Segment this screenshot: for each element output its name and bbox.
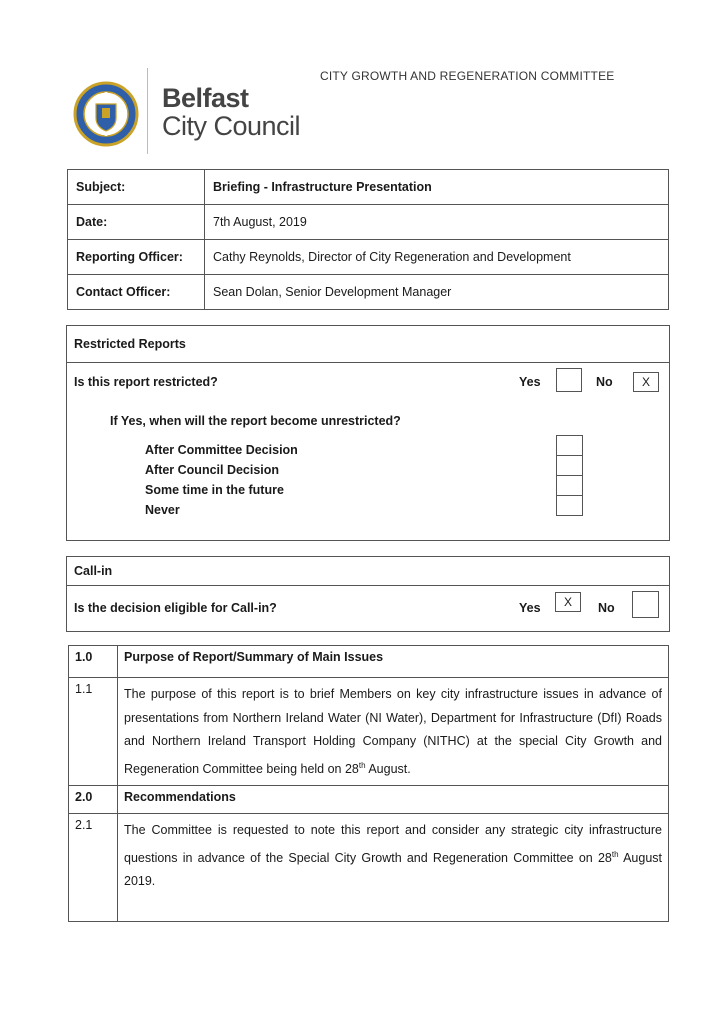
option-label: After Council Decision	[145, 463, 280, 477]
call-in-question: Is the decision eligible for Call-in?	[74, 601, 277, 615]
ordinal-suffix: th	[358, 760, 366, 770]
detail-value: Sean Dolan, Senior Development Manager	[205, 275, 669, 310]
call-in-no-label: No	[598, 601, 615, 615]
detail-value: 7th August, 2019	[205, 205, 669, 240]
restricted-no-label: No	[596, 375, 613, 389]
call-in-no-checkbox[interactable]	[632, 591, 659, 618]
option-label: After Committee Decision	[145, 443, 298, 457]
section-number: 2.0	[69, 786, 118, 814]
call-in-yes-checkbox[interactable]: X	[555, 592, 581, 612]
table-row	[69, 814, 669, 922]
call-in-yes-label: Yes	[519, 601, 541, 615]
call-in-title: Call-in	[67, 557, 669, 586]
ordinal-suffix: th	[611, 849, 619, 859]
report-details-table	[67, 169, 669, 310]
purpose-text-end: August.	[365, 761, 411, 776]
recommendation-text-end: August 2019.	[124, 850, 663, 889]
purpose-text: The purpose of this report is to brief Members on key city infrastructure issues in advance of presentations from Northern Ireland Water (NI Water), Department for Infrastructure (DfI) Roads and Northern Ireland Transport Holding Company (NITHC) at the special City Growth and Regeneration Committee being held on 28	[124, 687, 662, 776]
section-text	[118, 678, 669, 786]
section-number: 1.0	[69, 646, 118, 678]
detail-label: Subject:	[68, 170, 205, 205]
detail-value: Cathy Reynolds, Director of City Regeneration and Development	[205, 240, 669, 275]
table-row	[69, 786, 669, 814]
restricted-followup: If Yes, when will the report become unrestricted?	[110, 414, 401, 428]
recommendation-text: The Committee is requested to note this report and consider any strategic city infrastructure questions in advance of the Special City Growth and Regeneration Committee on 28	[124, 823, 662, 865]
option-checkbox-committee[interactable]	[556, 435, 583, 456]
table-row	[69, 678, 669, 786]
restricted-question: Is this report restricted?	[74, 375, 218, 389]
restricted-reports-section	[66, 325, 670, 541]
restricted-no-checkbox[interactable]: X	[633, 372, 659, 392]
detail-label: Contact Officer:	[68, 275, 205, 310]
section-number: 2.1	[69, 814, 118, 922]
restricted-yes-checkbox[interactable]	[556, 368, 582, 392]
detail-label: Date:	[68, 205, 205, 240]
table-row	[68, 205, 669, 240]
section-text	[118, 814, 669, 922]
committee-heading: CITY GROWTH AND REGENERATION COMMITTEE	[320, 69, 615, 83]
option-checkbox-never[interactable]	[556, 495, 583, 516]
council-crest-logo	[72, 80, 140, 148]
restricted-title: Restricted Reports	[67, 326, 669, 363]
option-checkbox-future[interactable]	[556, 475, 583, 496]
logo-divider	[147, 68, 148, 154]
option-label: Some time in the future	[145, 483, 284, 497]
call-in-section	[66, 556, 670, 632]
option-checkbox-council[interactable]	[556, 455, 583, 476]
table-row	[69, 646, 669, 678]
wordmark-line1: Belfast	[162, 83, 249, 113]
report-body-table	[68, 645, 669, 922]
section-number: 1.1	[69, 678, 118, 786]
section-title: Recommendations	[118, 786, 669, 814]
table-row	[68, 240, 669, 275]
table-row	[68, 275, 669, 310]
option-label: Never	[145, 503, 180, 517]
section-title: Purpose of Report/Summary of Main Issues	[118, 646, 669, 678]
wordmark-line2: City Council	[162, 111, 301, 141]
council-wordmark	[162, 84, 300, 140]
detail-label: Reporting Officer:	[68, 240, 205, 275]
restricted-yes-label: Yes	[519, 375, 541, 389]
table-row	[68, 170, 669, 205]
detail-value: Briefing - Infrastructure Presentation	[205, 170, 669, 205]
